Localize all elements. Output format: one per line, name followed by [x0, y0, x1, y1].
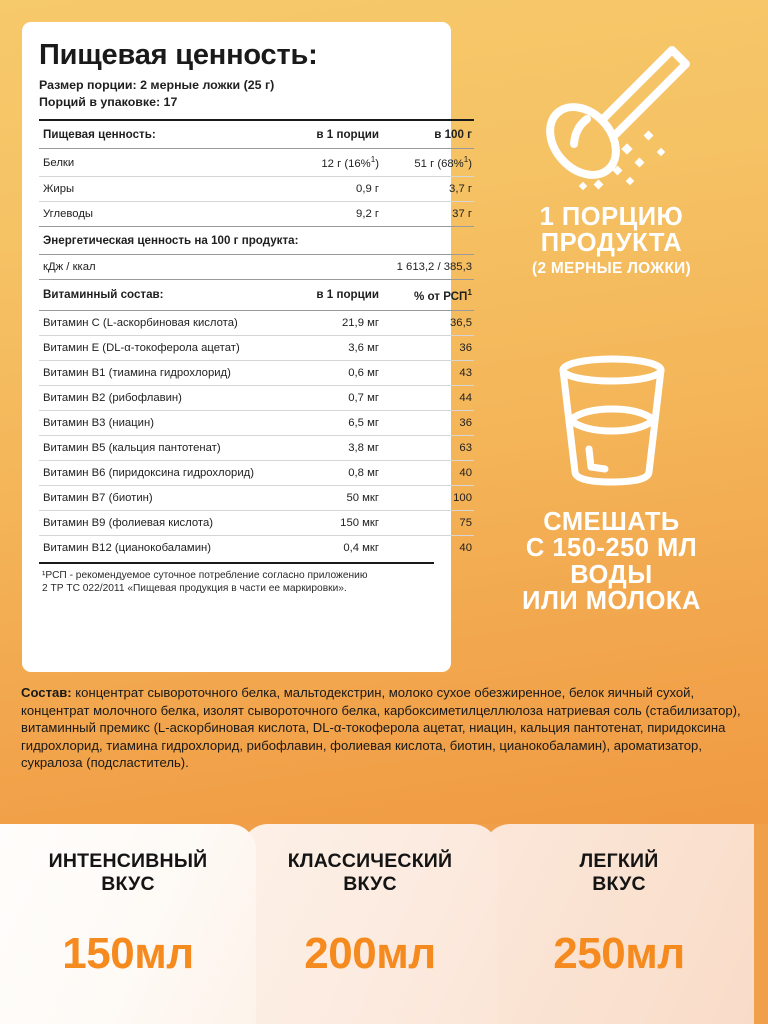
serving-headline-line2: ПРОДУКТА	[540, 229, 683, 258]
macro-per-serving: 0,9 г	[277, 176, 386, 201]
vitamin-name: Витамин В9 (фолиевая кислота)	[39, 510, 277, 535]
page-title: Пищевая ценность:	[39, 39, 318, 71]
vitamin-name: Витамин В12 (цианокобаламин)	[39, 535, 277, 560]
vitamin-name: Витамин В1 (тиамина гидрохлорид)	[39, 360, 277, 385]
macro-per-100g: 37 г	[386, 201, 474, 226]
vitamin-row	[39, 510, 474, 535]
vitamin-amount: 50 мкг	[277, 485, 386, 510]
vitamin-rsp: 44	[386, 385, 474, 410]
vitamins-header-name: Витаминный состав:	[39, 279, 277, 310]
mixing-instruction-block	[455, 348, 768, 614]
vitamins-header-col2: % от РСП$^1$	[386, 279, 474, 310]
taste-name-line1: КЛАССИЧЕСКИЙ	[287, 850, 453, 872]
taste-panel-name	[242, 850, 498, 896]
vitamin-row	[39, 535, 474, 560]
vitamin-rsp: 36	[386, 410, 474, 435]
mixing-headline-line1: СМЕШАТЬ	[543, 508, 680, 536]
nutrition-table	[39, 119, 474, 560]
serving-subtext: (2 МЕРНЫЕ ЛОЖКИ)	[532, 259, 691, 277]
vitamin-name: Витамин Е (DL-α-токоферола ацетат)	[39, 335, 277, 360]
table-header-row	[39, 120, 474, 149]
macro-per-serving: 9,2 г	[277, 201, 386, 226]
taste-name-line2: ВКУС	[592, 873, 646, 895]
vitamin-name: Витамин В6 (пиридоксина гидрохлорид)	[39, 460, 277, 485]
vitamin-row	[39, 310, 474, 335]
mixing-headline	[455, 509, 768, 614]
energy-row	[39, 254, 474, 279]
ingredients-block	[21, 684, 747, 772]
macro-name: Белки	[39, 149, 277, 177]
macro-name: Жиры	[39, 176, 277, 201]
table-bottom-rule	[39, 562, 434, 564]
vitamin-row	[39, 435, 474, 460]
vitamin-row	[39, 485, 474, 510]
serving-size-text: Размер порции: 2 мерные ложки (25 г)	[39, 78, 275, 93]
vitamin-row	[39, 335, 474, 360]
taste-name-line2: ВКУС	[343, 873, 397, 895]
vitamin-amount: 6,5 мг	[277, 410, 386, 435]
vitamin-amount: 0,4 мкг	[277, 535, 386, 560]
taste-volume: 150мл	[62, 929, 194, 978]
taste-volume: 250мл	[553, 929, 685, 978]
header-col1: в 1 порции	[277, 120, 386, 149]
mixing-headline-line3: ВОДЫ	[570, 560, 653, 589]
taste-panel-classic	[242, 824, 498, 1024]
energy-value: 1 613,2 / 385,3	[277, 254, 474, 279]
glass-of-liquid-icon	[455, 348, 768, 503]
vitamin-name: Витамин С (L-аскорбиновая кислота)	[39, 310, 277, 335]
vitamin-rsp: 63	[386, 435, 474, 460]
ingredients-label: Состав:	[21, 685, 72, 700]
vitamin-row	[39, 460, 474, 485]
taste-panels	[0, 824, 768, 1024]
vitamin-rsp: 36	[386, 335, 474, 360]
energy-section-label: Энергетическая ценность на 100 г продукта:	[39, 226, 474, 254]
measuring-spoon-icon	[455, 28, 768, 198]
ingredients-text: концентрат сывороточного белка, мальтодекстрин, молоко сухое обезжиренное, белок яичный сухой, концентрат молочного белка, изолят сывороточного белка, карбоксиметилцеллюлоза натриевая соль (стабилизатор), витаминный премикс (L-аскорбиновая кислота, DL-α-токоферола ацетат, ниацин, кальция пантотенат, пиридоксина гидрохлорид, тиамина гидрохлорид, рибофлавин, фолиевая кислота, биотин, цианокобаламин), ароматизатор, сукралоза (подсластитель).	[21, 685, 741, 771]
nutrition-facts-card	[22, 22, 472, 672]
taste-panel-intensive	[0, 824, 256, 1024]
vitamin-rsp: 75	[386, 510, 474, 535]
vitamins-section-header	[39, 279, 474, 310]
vitamin-name: Витамин В3 (ниацин)	[39, 410, 277, 435]
vitamin-name: Витамин В2 (рибофлавин)	[39, 385, 277, 410]
vitamin-name: Витамин В7 (биотин)	[39, 485, 277, 510]
vitamin-rsp: 43	[386, 360, 474, 385]
footnote	[39, 570, 434, 596]
servings-per-pack-text: Порций в упаковке: 17	[39, 94, 178, 109]
taste-panel-name	[0, 850, 256, 896]
header-col2: в 100 г	[386, 120, 474, 149]
vitamin-amount: 0,6 мг	[277, 360, 386, 385]
vitamin-name: Витамин В5 (кальция пантотенат)	[39, 435, 277, 460]
vitamin-rsp: 40	[386, 460, 474, 485]
vitamin-amount: 3,8 мг	[277, 435, 386, 460]
vitamin-amount: 3,6 мг	[277, 335, 386, 360]
serving-headline	[455, 204, 768, 257]
taste-name-line1: ЛЕГКИЙ	[579, 850, 659, 872]
energy-section-header	[39, 226, 474, 254]
header-name: Пищевая ценность:	[39, 120, 277, 149]
vitamins-header-col1: в 1 порции	[277, 279, 386, 310]
taste-volume: 200мл	[304, 929, 436, 978]
taste-panel-light	[484, 824, 754, 1024]
taste-panel-name	[484, 850, 754, 896]
footnote-line-2: 2 ТР ТС 022/2011 «Пищевая продукция в части ее маркировки».	[42, 582, 347, 594]
vitamin-amount: 150 мкг	[277, 510, 386, 535]
vitamin-amount: 0,7 мг	[277, 385, 386, 410]
serving-instruction-block	[455, 28, 768, 278]
macro-row	[39, 176, 474, 201]
macro-row	[39, 149, 474, 177]
vitamin-rsp: 100	[386, 485, 474, 510]
mixing-headline-line4: ИЛИ МОЛОКА	[522, 586, 701, 615]
vitamin-rsp: 36,5	[386, 310, 474, 335]
macro-per-serving: 12 г (16%$^1$)	[277, 149, 386, 177]
mixing-headline-line2: С 150-250 МЛ	[525, 534, 698, 563]
taste-name-line1: ИНТЕНСИВНЫЙ	[48, 850, 208, 872]
macro-per-100g: 3,7 г	[386, 176, 474, 201]
energy-name: кДж / ккал	[39, 254, 277, 279]
macro-name: Углеводы	[39, 201, 277, 226]
vitamin-row	[39, 360, 474, 385]
vitamin-amount: 21,9 мг	[277, 310, 386, 335]
vitamin-row	[39, 410, 474, 435]
vitamin-row	[39, 385, 474, 410]
vitamin-rsp: 40	[386, 535, 474, 560]
macro-row	[39, 201, 474, 226]
taste-name-line2: ВКУС	[101, 873, 155, 895]
footnote-line-1: ¹РСП - рекомендуемое суточное потребление согласно приложению	[42, 569, 368, 581]
vitamin-amount: 0,8 мг	[277, 460, 386, 485]
macro-per-100g: 51 г (68%$^1$)	[386, 149, 474, 177]
serving-headline-line1: 1 ПОРЦИЮ	[539, 203, 684, 231]
